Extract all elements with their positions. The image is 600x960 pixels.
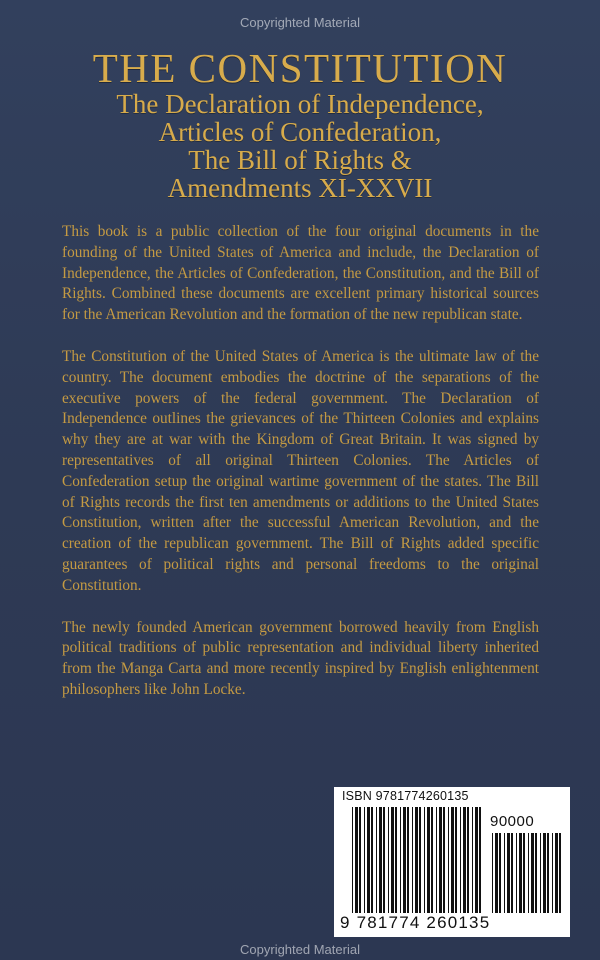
subtitle-line: Amendments XI-XXVII [167, 173, 433, 203]
barcode-bar [543, 833, 546, 913]
barcode-bar [391, 807, 394, 913]
watermark-top: Copyrighted Material [240, 15, 360, 30]
barcode-bar [427, 807, 430, 913]
barcode-digits: 9 781774 260135 [340, 913, 491, 932]
barcode-bar [507, 833, 510, 913]
subtitle-line: The Bill of Rights & [188, 145, 412, 175]
book-title: THE CONSTITUTION [92, 45, 508, 91]
isbn-barcode [334, 787, 570, 937]
barcode-bar [528, 833, 529, 913]
barcode-bar [519, 833, 522, 913]
barcode-bar [516, 833, 517, 913]
barcode-bar [439, 807, 442, 913]
barcode-bar [472, 807, 473, 913]
subtitle-line: Articles of Confederation, [158, 117, 442, 147]
barcode-bar [504, 833, 505, 913]
isbn-label: ISBN 9781774260135 [342, 789, 469, 803]
barcode-bar [355, 807, 358, 913]
barcode-bar [376, 807, 377, 913]
barcode-bar [443, 807, 445, 913]
watermark-bottom: Copyrighted Material [240, 942, 360, 957]
barcode-bar [495, 833, 498, 913]
barcode-bar [383, 807, 385, 913]
barcode-bar [419, 807, 421, 913]
barcode-bar [540, 833, 541, 913]
barcode-bar [395, 807, 397, 913]
barcode-bar [431, 807, 433, 913]
blurb-paragraph: The Constitution of the United States of America is the ultimate law of the country. The document embodies the doctrine of the separations of the executive powers of the federal government. The Declaration of Independence outlines the grievances of the Thirteen Colonies and explains why they are at war with the Kingdom of Great Britain. It was signed by representatives of all original Thirteen Colonies. The Articles of Confederation setup the original wartime government of the states. The Bill of Rights records the first ten amendments or additions to the United States Constitution, written after the successful American Revolution, and the creation of the republican government. The Bill of Rights added specific guarantees of political rights and personal freedoms to the original Constitution. [62, 347, 539, 594]
price-code: 90000 [490, 813, 535, 830]
barcode-bar [412, 807, 413, 913]
barcode-bar [455, 807, 457, 913]
barcode-bar [364, 807, 365, 913]
barcode-bar [467, 807, 469, 913]
barcode-bar [535, 833, 537, 913]
barcode-bar [499, 833, 501, 913]
barcode-bar [403, 807, 406, 913]
barcode-bar [400, 807, 401, 913]
subtitle-line: The Declaration of Independence, [116, 89, 484, 119]
barcode-bar [448, 807, 449, 913]
barcode-bar [555, 833, 558, 913]
barcode-bar [359, 807, 361, 913]
barcode-bar [559, 833, 561, 913]
blurb-paragraph: This book is a public collection of the four original documents in the founding of the United States of America and include, the Declaration of Independence, the Articles of Confederation, the Constitution, and the Bill of Rights. Combined these documents are excellent primary historical sources for the American Revolution and the formation of the new republican state. [62, 223, 539, 324]
barcode-bar [463, 807, 466, 913]
barcode-bar [479, 807, 481, 913]
book-subtitle [0, 90, 600, 202]
barcode-bar [371, 807, 373, 913]
barcode-bar [379, 807, 382, 913]
barcode-bar [415, 807, 418, 913]
barcode-bar [511, 833, 513, 913]
barcode-bar [367, 807, 370, 913]
blurb-paragraph: The newly founded American government borrowed heavily from English political traditions of public representation and individual liberty inherited from the Manga Carta and more recently inspired by English enlightenment philosophers like John Locke. [62, 618, 539, 698]
barcode-bar [436, 807, 437, 913]
barcode-bar [352, 807, 353, 913]
barcode-bar [424, 807, 425, 913]
barcode-bar [552, 833, 553, 913]
barcode-bar [492, 833, 493, 913]
blurb [62, 222, 539, 722]
barcode-bar [531, 833, 534, 913]
barcode-bar [475, 807, 478, 913]
barcode-bar [407, 807, 409, 913]
barcode-bar [547, 833, 549, 913]
barcode-bar [523, 833, 525, 913]
barcode-bar [451, 807, 454, 913]
barcode-bar [460, 807, 461, 913]
barcode-bar [388, 807, 389, 913]
